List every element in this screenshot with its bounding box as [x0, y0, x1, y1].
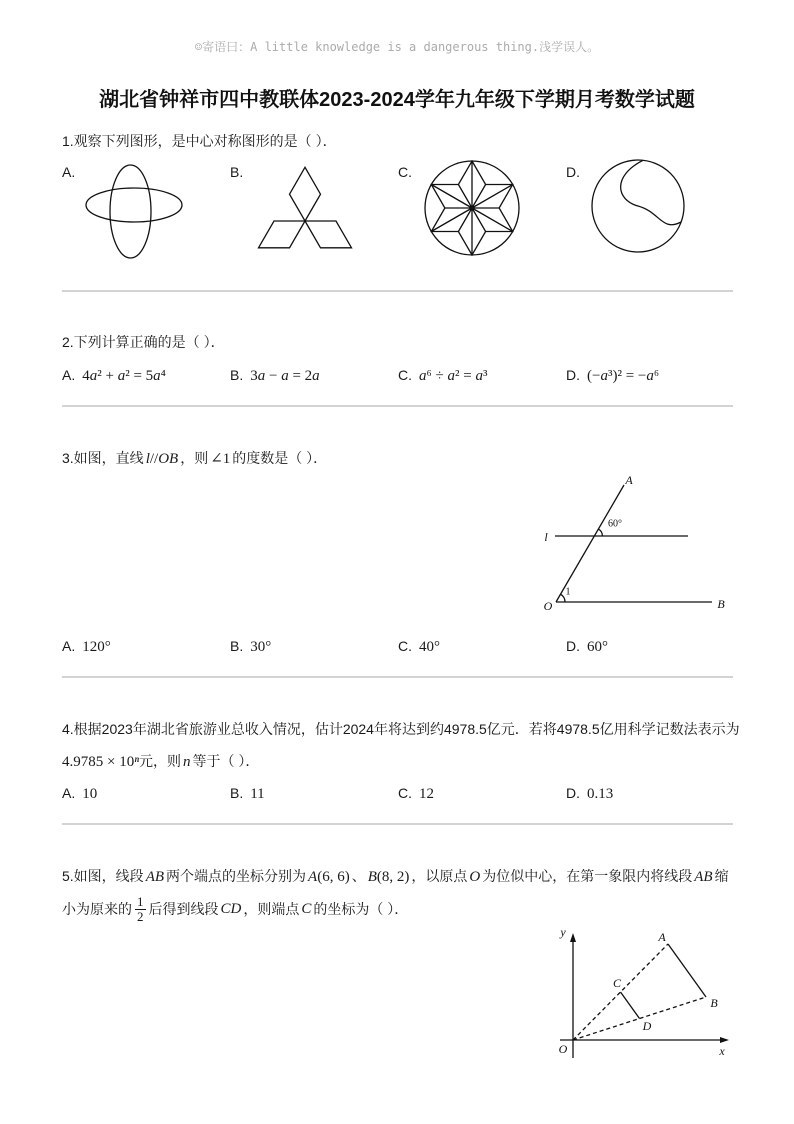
question-4-option-d: [566, 783, 613, 803]
stem-math: n: [182, 754, 191, 770]
question-3-stem: [62, 448, 327, 468]
top-rhombus: [290, 167, 321, 221]
stem-text: 3.如图，直线: [62, 450, 144, 466]
question-4-option-b: [230, 783, 265, 803]
option-value: 4a² + a² = 5a⁴: [82, 368, 166, 384]
stem-math: CD: [220, 901, 242, 917]
option-value: 0.13: [587, 786, 614, 802]
fraction-numerator: 1: [137, 893, 144, 909]
question-2-option-c: [398, 365, 487, 385]
question-3-option-b: [230, 636, 271, 656]
stem-text: 元，则: [138, 753, 181, 769]
stem-text: 两个端点的坐标分别为: [166, 868, 307, 884]
option-label: B.: [230, 785, 244, 801]
star-spokes: [431, 161, 512, 255]
stem-math: AB: [694, 869, 713, 885]
question-2-stem: 2.下列计算正确的是（ ）．: [62, 334, 225, 350]
exam-title: 湖北省钟祥市四中教联体2023-2024学年九年级下学期月考数学试题: [99, 89, 695, 111]
stem-text: 的度数是（ ）．: [232, 450, 328, 466]
stem-math: l//OB: [145, 451, 179, 467]
option-value: 10: [82, 786, 98, 802]
y-axis-arrow: [570, 933, 576, 942]
stem-math: B(8, 2): [367, 869, 410, 885]
label-origin: O: [558, 1042, 568, 1056]
question-1-option-a-figure: [80, 158, 190, 264]
label-point-o: O: [543, 599, 553, 613]
question-1-option-b-figure: [252, 160, 358, 254]
stem-math: A(6, 6): [308, 869, 350, 885]
label-line-l: l: [544, 530, 548, 544]
question-5-stem-line-1: [62, 866, 729, 886]
question-5-stem-line-2: [62, 895, 408, 923]
label-given-angle: 60°: [608, 518, 622, 530]
stem-text: 的坐标为（ ）．: [313, 901, 409, 917]
option-label: A.: [62, 785, 76, 801]
question-5-figure: [550, 922, 735, 1062]
question-1-option-c-label: C.: [398, 164, 412, 180]
option-value: 3a − a = 2a: [250, 368, 320, 384]
stem-text: 小为原来的: [62, 901, 132, 917]
option-label: D.: [566, 638, 580, 654]
stem-text: 等于（ ）．: [192, 753, 260, 769]
angle-60-arc: [598, 529, 602, 536]
s-curve: [621, 160, 681, 224]
option-value: 11: [250, 786, 265, 802]
vertical-ellipse: [110, 165, 151, 258]
x-axis-arrow: [720, 1037, 729, 1043]
question-3-option-a: [62, 636, 111, 656]
question-3-option-d: [566, 636, 608, 656]
option-label: D.: [566, 367, 580, 383]
stem-text: ，以原点: [411, 868, 468, 884]
question-4-stem-line-2: [62, 751, 259, 771]
option-label: B.: [230, 367, 244, 383]
label-point-d: D: [642, 1019, 652, 1033]
option-label: C.: [398, 638, 412, 654]
option-value: 60°: [587, 639, 608, 655]
bottom-left-rhombus: [259, 221, 306, 248]
fraction-denominator: 2: [137, 908, 144, 924]
question-3-figure: [535, 468, 735, 616]
ray-oa: [556, 485, 624, 602]
option-value: (−a³)² = −a⁶: [587, 368, 660, 384]
horizontal-ellipse: [86, 188, 182, 222]
question-2-option-d: [566, 365, 659, 385]
option-value: 30°: [250, 639, 272, 655]
segment-ab: [668, 944, 706, 997]
question-2-option-a: [62, 365, 166, 385]
stem-math: ∠1: [210, 451, 231, 467]
label-axis-x: x: [719, 1044, 725, 1058]
stem-text: 5.如图，线段: [62, 868, 144, 884]
stem-math: C: [301, 901, 312, 917]
label-point-b: B: [710, 996, 718, 1010]
question-4-option-c: [398, 783, 434, 803]
stem-text: 、: [351, 868, 366, 884]
question-1-option-d-label: D.: [566, 164, 580, 180]
angle-1-arc: [561, 594, 566, 602]
label-point-a: A: [658, 930, 666, 944]
label-axis-y: y: [560, 925, 566, 939]
segment-cd: [621, 992, 640, 1019]
option-label: A.: [62, 367, 76, 383]
question-1-option-c-figure: [420, 156, 524, 260]
stem-text: ，则端点: [243, 901, 300, 917]
stem-text: ，则: [180, 450, 209, 466]
question-1-option-d-figure: [587, 155, 689, 257]
question-4-option-a: [62, 783, 97, 803]
option-value: 40°: [419, 639, 440, 655]
fraction-one-half: [135, 893, 146, 924]
question-divider: [62, 405, 733, 407]
question-1-stem: 1.观察下列图形，是中心对称图形的是（ ）．: [62, 133, 337, 149]
option-value: 12: [419, 786, 434, 802]
question-divider: [62, 676, 733, 678]
question-2-option-b: [230, 365, 320, 385]
label-angle-1: 1: [565, 586, 571, 598]
option-label: A.: [62, 638, 76, 654]
stem-math: AB: [145, 869, 165, 885]
question-1-option-a-label: A.: [62, 164, 76, 180]
header-motto: ☺寄语曰：A little knowledge is a dangerous thing.浅学误人。: [194, 40, 600, 54]
stem-text: 为位似中心，在第一象限内将线段: [482, 868, 693, 884]
option-label: D.: [566, 785, 580, 801]
label-point-b: B: [717, 597, 725, 611]
option-label: C.: [398, 785, 412, 801]
option-label: B.: [230, 638, 244, 654]
stem-math: 4.9785 × 10ⁿ: [62, 754, 139, 770]
option-label: C.: [398, 367, 412, 383]
stem-text: 后得到线段: [148, 901, 219, 917]
label-point-c: C: [612, 976, 622, 990]
option-value: 120°: [82, 639, 111, 655]
question-1-option-b-label: B.: [230, 164, 244, 180]
label-point-a: A: [625, 473, 633, 487]
question-divider: [62, 823, 733, 825]
question-divider: [62, 290, 733, 292]
question-3-option-c: [398, 636, 440, 656]
question-4-stem-line-1: 4.根据2023年湖北省旅游业总收入情况，估计2024年将达到约4978.5亿元．若将4978.5亿用科学记数法表示为: [62, 721, 740, 737]
option-value: a⁶ ÷ a² = a³: [419, 368, 488, 384]
stem-math: O: [469, 869, 481, 885]
bottom-right-rhombus: [305, 221, 352, 248]
stem-text: 缩: [714, 868, 729, 884]
